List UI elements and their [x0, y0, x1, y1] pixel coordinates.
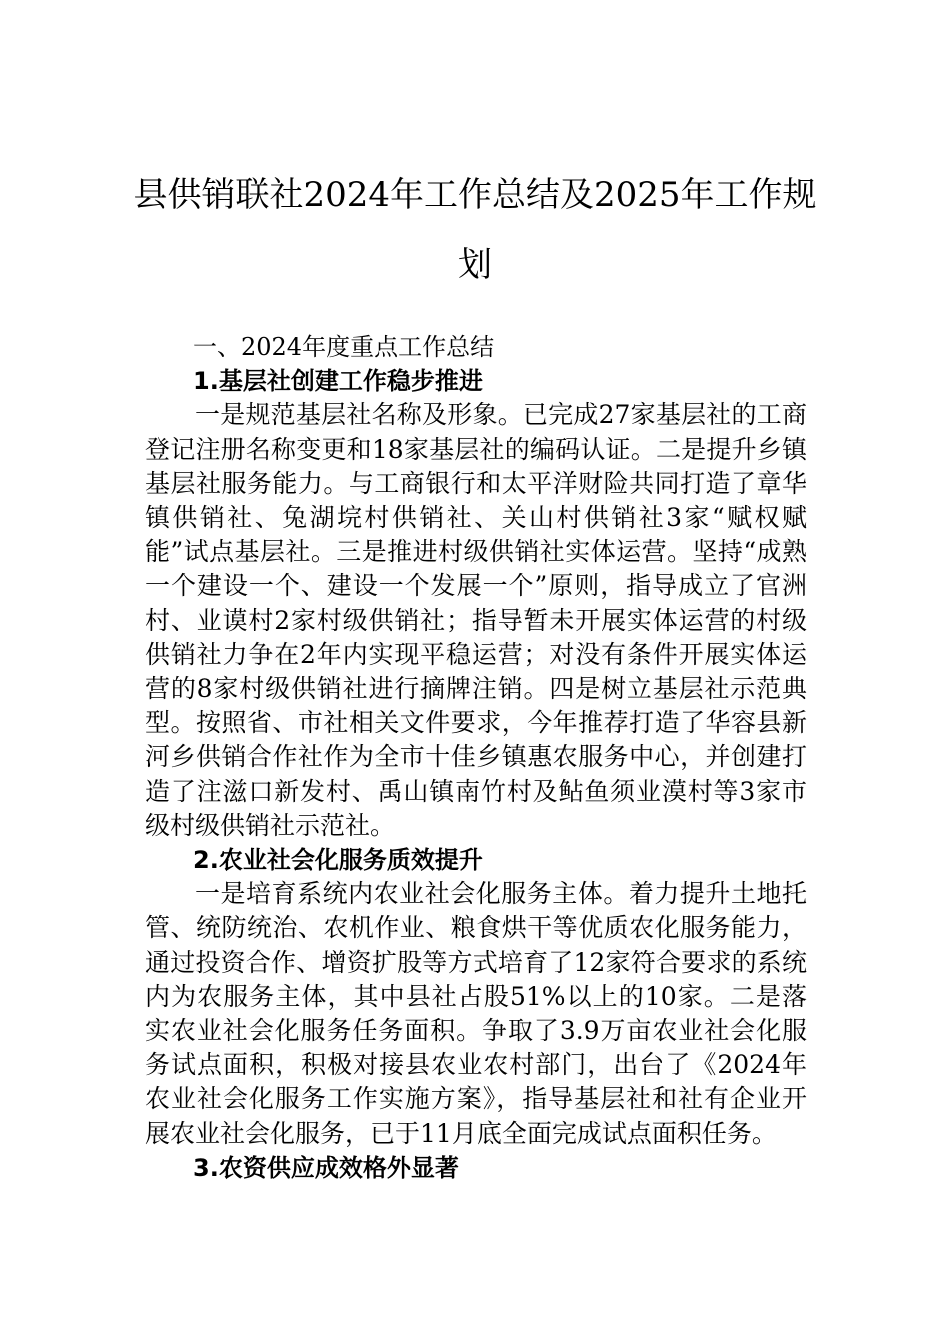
body-paragraph-1: 一是规范基层社名称及形象。已完成27家基层社的工商登记注册名称变更和18家基层社的编码认证。二是提升乡镇基层社服务能力。与工商银行和太平洋财险共同打造了章华镇供销社、兔湖垸村供销社、关山村供销社3家“赋权赋能”试点基层社。三是推进村级供销社实体运营。坚持“成熟一个建设一个、建设一个发展一个”原则，指导成立了官洲村、业谟村2家村级供销社；指导暂未开展实体运营的村级供销社力争在2年内实现平稳运营；对没有条件开展实体运营的8家村级供销社进行摘牌注销。四是树立基层社示范典型。按照省、市社相关文件要求，今年推荐打造了华容县新河乡供销合作社作为全市十佳乡镇惠农服务中心，并创建打造了注滋口新发村、禹山镇南竹村及鲇鱼须业漠村等3家市级村级供销社示范社。 [145, 400, 807, 840]
subheading-2: 2.农业社会化服务质效提升 [193, 846, 483, 875]
subheading-1: 1.基层社创建工作稳步推进 [193, 367, 483, 396]
section-heading: 一、2024年度重点工作总结 [193, 333, 495, 361]
document-body [145, 330, 807, 1185]
body-paragraph-2: 一是培育系统内农业社会化服务主体。着力提升土地托管、统防统治、农机作业、粮食烘干等优质农化服务能力，通过投资合作、增资扩股等方式培育了12家符合要求的系统内为农服务主体，其中县社占股51%以上的10家。二是落实农业社会化服务任务面积。争取了3.9万亩农业社会化服务试点面积，积极对接县农业农村部门，出台了《2024年农业社会化服务工作实施方案》，指导基层社和社有企业开展农业社会化服务，已于11月底全面完成试点面积任务。 [145, 879, 807, 1148]
document-title: 县供销联社2024年工作总结及2025年工作规划 [133, 175, 817, 285]
subheading-3: 3.农资供应成效格外显著 [193, 1153, 459, 1182]
